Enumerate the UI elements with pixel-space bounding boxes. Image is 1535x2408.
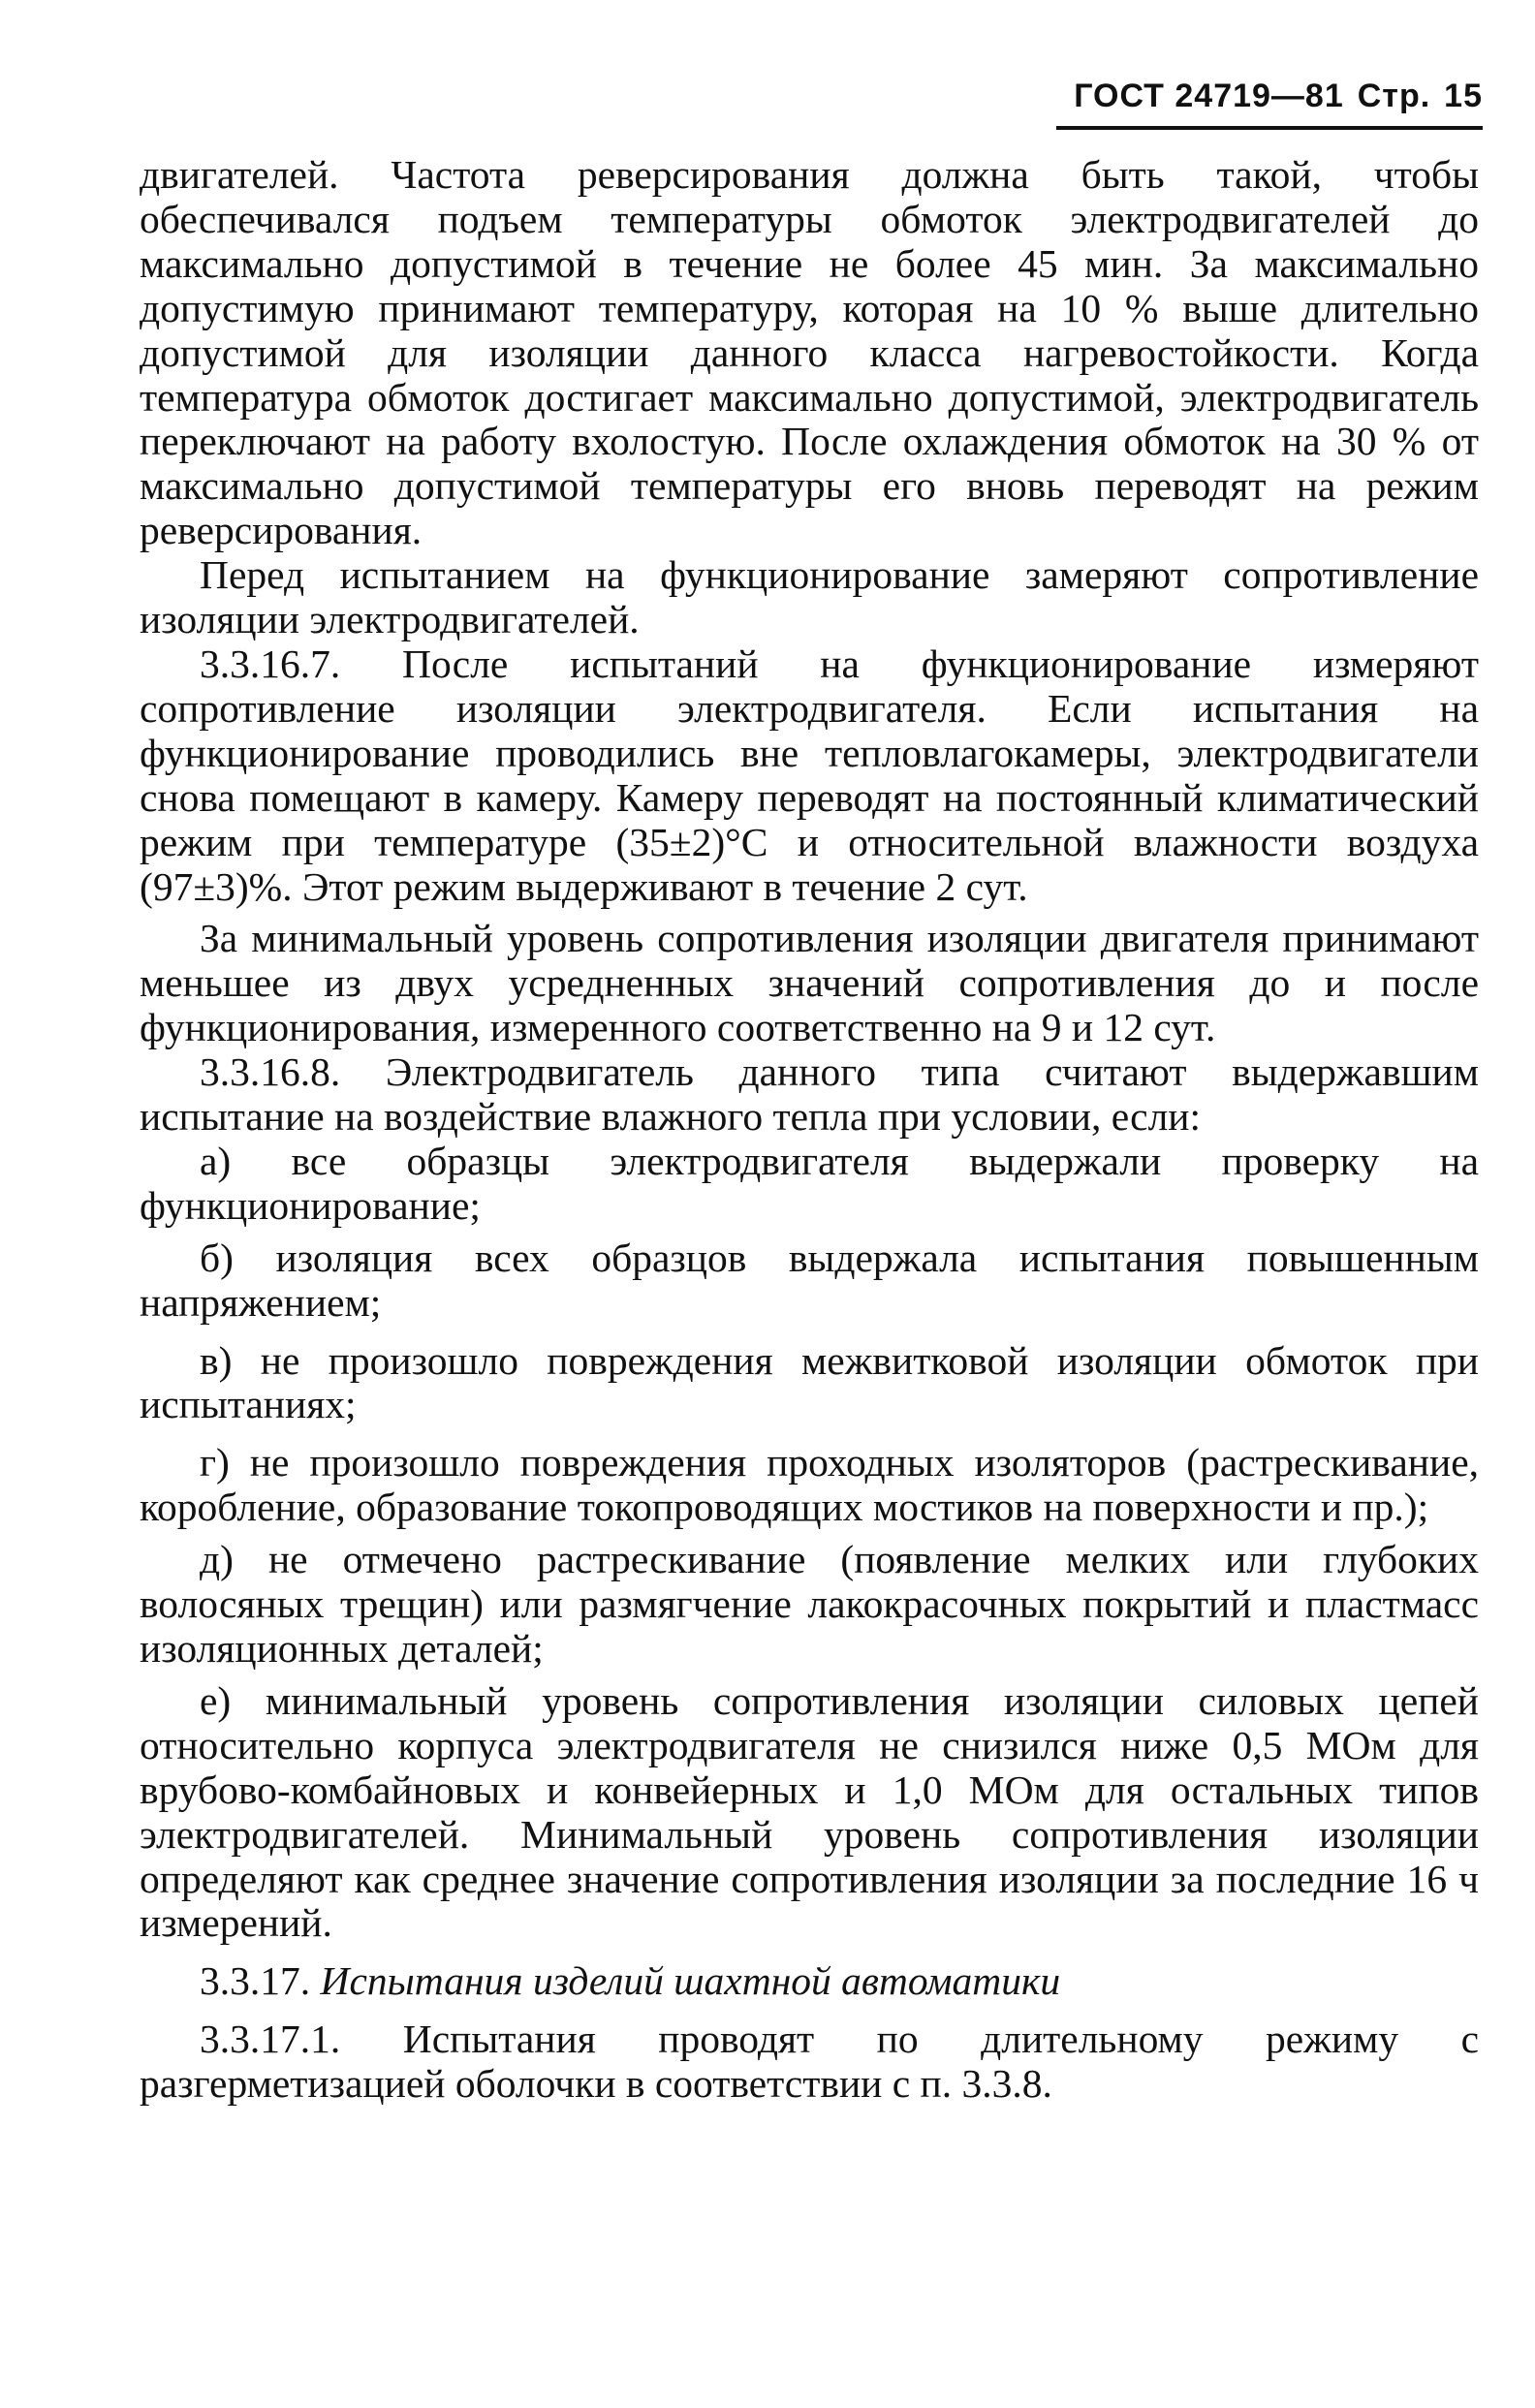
paragraph-3-3-16-8: 3.3.16.8. Электродвигатель данного типа считают выдержавшим испытание на воздействие влажного тепла при условии, если: <box>140 1049 1479 1140</box>
paragraph-insulation-measurement: Перед испытанием на функционирование замеряют сопротивление изоляции электродвигателей. <box>140 552 1479 642</box>
paragraph-3-3-16-7: 3.3.16.7. После испытаний на функционирование измеряют сопротивление изоляции электродвигателя. Если испытания на функционирование проводились вне тепловлагокамеры, электродвигатели снова помещают в камеру. Камеру переводят на постоянный климатический режим при температуре (35±2)°С и относительной влажности воздуха (97±3)%. Этот режим выдерживают в течение 2 сут. <box>140 641 1479 909</box>
standard-designation: ГОСТ 24719—81 <box>1074 78 1344 114</box>
list-item-g: г) не произошло повреждения проходных изоляторов (растрескивание, коробление, образование токопроводящих мостиков на поверхности и пр.); <box>140 1440 1479 1530</box>
paragraph-minimum-resistance: За минимальный уровень сопротивления изоляции двигателя принимают меньшее из двух усредненных значений сопротивления до и после функционирования, измеренного соответственно на 9 и 12 сут. <box>140 916 1479 1050</box>
list-item-d: д) не отмечено растрескивание (появление мелких или глубоких волосяных трещин) или размягчение лакокрасочных покрытий и пластмасс изоляционных деталей; <box>140 1537 1479 1671</box>
list-item-b: б) изоляция всех образцов выдержала испытания повышенным напряжением; <box>140 1235 1479 1325</box>
paragraph-continuation: двигателей. Частота реверсирования должна быть такой, чтобы обеспечивался подъем температуры обмоток электродвигателей до максимально допустимой в течение не более 45 мин. За максимально допустимую принимают температуру, которая на 10 % выше длительно допустимой для изоляции данного класса нагревостойкости. Когда температура обмоток достигает максимально допустимой, электродвигатель переключают на работу вхолостую. После охлаждения обмоток на 30 % от максимально допустимой температуры его вновь переводят на режим реверсирования. <box>140 152 1479 553</box>
list-item-e: е) минимальный уровень сопротивления изоляции силовых цепей относительно корпуса электродвигателя не снизился ниже 0,5 МОм для врубово-комбайновых и конвейерных и 1,0 МОм для остальных типов электродвигателей. Минимальный уровень сопротивления изоляции определяют как среднее значение сопротивления изоляции за последние 16 ч измерений. <box>140 1677 1479 1946</box>
section-heading <box>140 1959 1479 2004</box>
page-body <box>140 153 1479 2107</box>
header-rule <box>1056 126 1483 130</box>
section-title: Испытания изделий шахтной автоматики <box>320 1958 1061 2004</box>
page-header <box>1066 78 1483 115</box>
paragraph-3-3-17-1: 3.3.17.1. Испытания проводят по длительному режиму с разгерметизацией оболочки в соответствии с п. 3.3.8. <box>140 2017 1479 2107</box>
page-number: 15 <box>1444 78 1483 114</box>
page-label: Стр. <box>1357 78 1431 114</box>
list-item-v: в) не произошло повреждения межвитковой изоляции обмоток при испытаниях; <box>140 1337 1479 1427</box>
list-item-a: а) все образцы электродвигателя выдержали проверку на функционирование; <box>140 1138 1479 1228</box>
section-number: 3.3.17. <box>200 1958 311 2004</box>
